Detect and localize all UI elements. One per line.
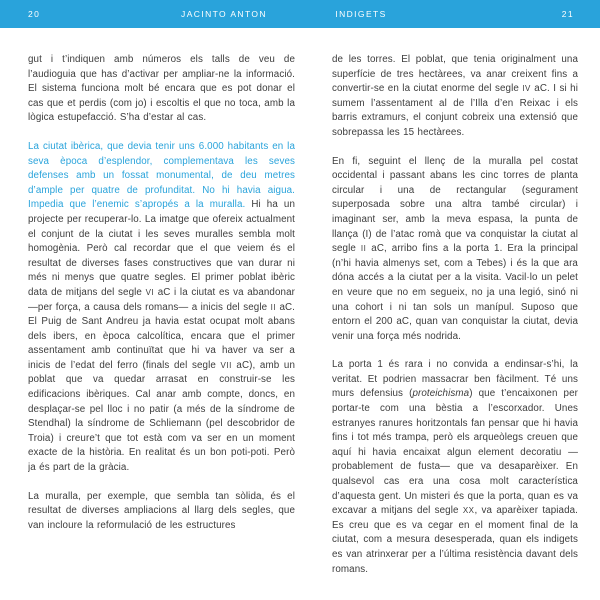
text-run-smallcaps: II [360, 244, 367, 254]
text-run-smallcaps: IV [522, 84, 531, 94]
paragraph [332, 358, 578, 577]
text-run: ) que t’encaixonen per portar-te com una bèstia a l’escorxador. Unes estranyes ranures horitzontals fan pensar que hi havia fins i tot més trampa, però els arqueòlegs creuen que aquí hi havia encaixat algun element decoratiu —probablement de fusta— que va desaparèixer. En qualsevol cas era una cosa molt característica d’aquesta gent. Un misteri és que la porta, quan es va excavar a mitjans del segle [332, 388, 578, 517]
text-run-smallcaps: VII [220, 360, 232, 370]
paragraph [332, 53, 578, 141]
text-run: , va aparèixer tapiada. Es creu que es va cegar en el moment final de la ciutat, com a mesura desesperada, quan els indigets es van atrinxerar per a l’última resistència davant dels romans. [332, 505, 578, 575]
text-run: aC), amb un poblat que va quedar arrasat en construir-se les edificacions ibèriques. Cal anar amb compte, doncs, en desplaçar-se pel lloc i no patir (a més de la síndrome de Stendhal) la síndrome de Schliemann (pel descobridor de Troia) i creure’t que tot està com va ser en un moment exacte de la història. En realitat és un bon poti-poti. Però ja és part de la gràcia. [28, 359, 295, 474]
text-run-smallcaps: VI [145, 287, 155, 297]
left-page-text-column [28, 53, 295, 590]
text-run: La muralla, per exemple, que sembla tan sòlida, és el resultat de diverses ampliacions al llarg dels segles, que van incloure la reformulació de les estructures [28, 490, 295, 531]
text-run: gut i t’indiquen amb números els talls de veu de l’audioguia que has d’activar per ampliar-ne la informació. El sistema funciona molt bé encara que es pot donar el cas que et perdis (com jo) i escoltis el que no toca, amb la lògica estupefacció. S’ha d’estar al cas. [28, 54, 295, 124]
text-run-accent: La ciutat ibèrica, que devia tenir uns 6.000 habitants en la seva època d’esplendor, complementava les seves defenses amb un fossat monumental, de deu metres d’ample per quatre de profunditat. No hi havia aigua. Impedia que l’enemic s’apropés a la muralla. [28, 140, 295, 211]
running-header-bar [0, 0, 600, 28]
text-run-smallcaps: II [270, 302, 277, 312]
text-run: Hi ha un projecte per recuperar-lo. La imatge que ofereix actualment el conjunt de la ciutat i les seves muralles sembla molt homogènia. Però cal recordar que el que veiem és el resultat de diverses fases constructives que van durar ni més ni menys que quatre segles. El primer poblat ibèric data de mitjans del segle [28, 199, 295, 298]
paragraph [28, 140, 295, 476]
page-number-left: 20 [28, 9, 41, 19]
text-run: En fi, seguint el llenç de la muralla pel costat occidental i passant abans les cinc torres de planta circular i una de rectangular (segurament superposada sobre una altra també circular) i imaginant ser, amb la meva espasa, la punta de llança (I) de l’atac romà que va conquistar la ciutat al segle [332, 155, 578, 255]
text-run: La porta 1 és rara i no convida a endinsar-s’hi, la veritat. Et podrien massacrar ben fàcilment. Té uns murs defensius ( [332, 359, 578, 400]
right-page-text-column [332, 53, 578, 590]
running-title-author: JACINTO ANTON [181, 9, 267, 19]
text-run: aC. I si hi sumem l’assentament al de l’Illa d’en Reixac i els barris extramurs, el conjunt cobreix una extensió que sobrepassa les 15 hectàrees. [332, 83, 578, 138]
paragraph [28, 53, 295, 126]
text-run-smallcaps: XX [462, 506, 475, 516]
text-run-italic: proteichisma [412, 388, 470, 400]
page-number-right: 21 [561, 9, 574, 19]
running-title-chapter: INDIGETS [335, 9, 387, 19]
text-run: aC i la ciutat es va abandonar —per força, a causa dels romans— a inicis del segle [28, 286, 295, 313]
text-run: aC, arribo fins a la porta 1. Era la principal (n’hi havia almenys set, com a Tebes) i és la que ara dóna accés a la ciutat per a la visita. Vacil·lo un pelet en veure que no em segueix, no ja una legió, sinó ni una cohort i ni tan sols un manípul. Suposo que entorn el 200 aC, quan van conquistar la ciutat, devia venir una força més nodrida. [332, 243, 578, 342]
paragraph [28, 490, 295, 534]
text-run: aC. El Puig de Sant Andreu ja havia estat ocupat molt abans dels ibers, en època calcolítica, encara que el primer assentament amb continuïtat que hi va haver va ser a inicis de l’edat del ferro (finals del segle [28, 301, 295, 371]
paragraph [332, 155, 578, 345]
text-run: de les torres. El poblat, que tenia originalment una superfície de tres hectàrees, va anar creixent fins a convertir-se en la ciutat enorme del segle [332, 54, 578, 95]
